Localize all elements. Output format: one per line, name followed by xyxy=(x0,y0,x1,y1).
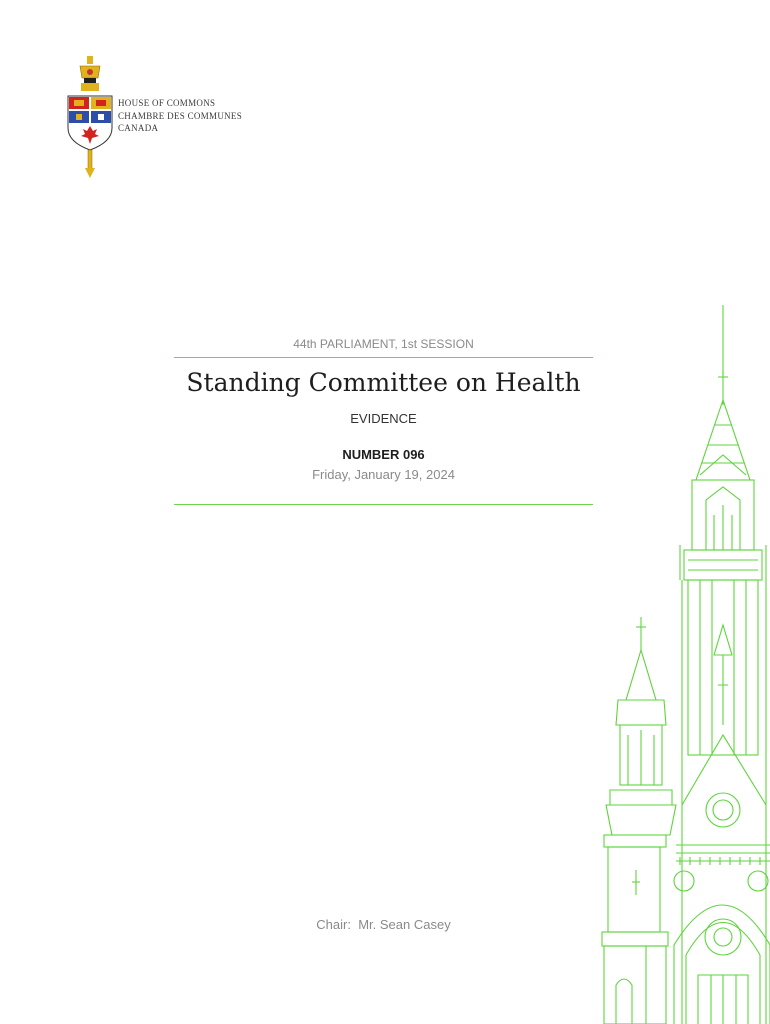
institution-line: CANADA xyxy=(118,123,159,133)
chair-name: Mr. Sean Casey xyxy=(358,917,451,932)
chair-line xyxy=(174,917,593,932)
meeting-date: Friday, January 19, 2024 xyxy=(312,467,455,482)
institution-line: CHAMBRE DES COMMUNES xyxy=(118,110,243,121)
meeting-number: NUMBER 096 xyxy=(342,447,425,462)
bottom-divider xyxy=(174,504,593,505)
parliament-tower-illustration xyxy=(596,305,770,1024)
session-label: 44th PARLIAMENT, 1st SESSION xyxy=(293,337,474,351)
institution-line: HOUSE OF COMMONS xyxy=(118,98,216,108)
chair-label: Chair: xyxy=(316,917,351,932)
top-divider xyxy=(174,357,593,358)
committee-title: Standing Committee on Health xyxy=(186,368,581,397)
institution-name xyxy=(118,97,242,135)
house-of-commons-crest-icon xyxy=(66,56,114,178)
document-type: EVIDENCE xyxy=(350,411,417,426)
